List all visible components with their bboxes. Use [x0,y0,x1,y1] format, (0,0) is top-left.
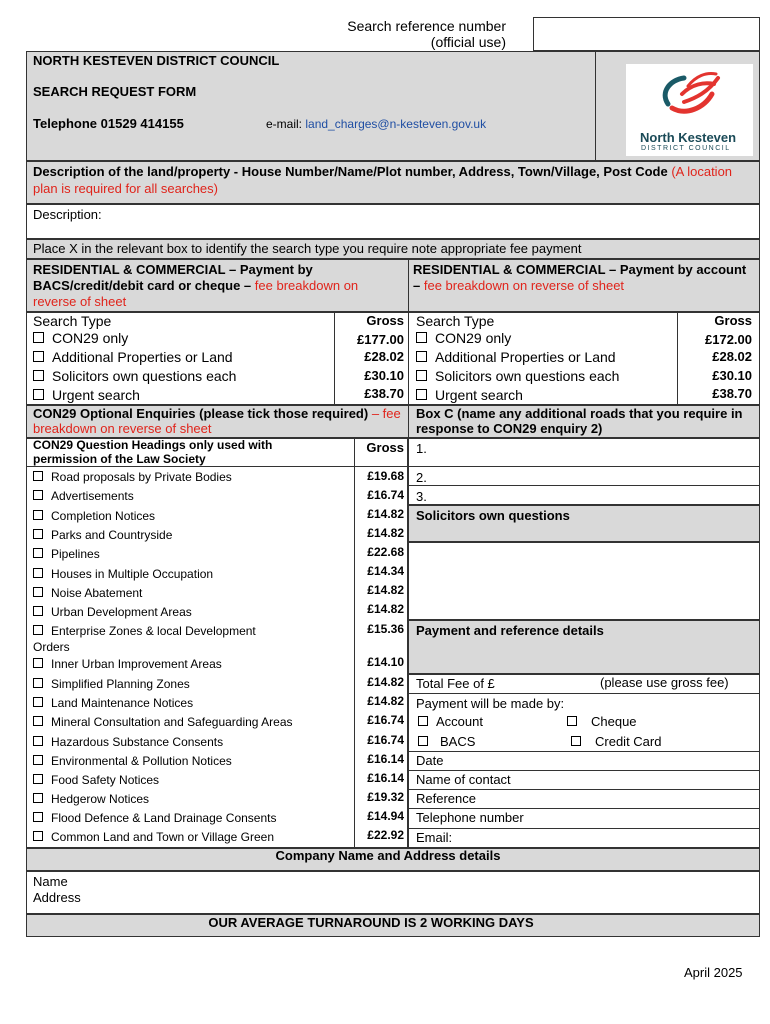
optional-item-price: £14.82 [367,583,404,597]
left-item-row[interactable] [33,330,333,347]
optional-item-row[interactable] [33,772,333,788]
optional-item-price: £14.82 [367,675,404,689]
optional-item-price: £22.92 [367,828,404,842]
option-credit-label: Credit Card [595,734,662,749]
description-heading [33,163,753,197]
checkbox[interactable] [33,831,43,841]
optional-item-price: £16.74 [367,713,404,727]
optional-item-row[interactable] [33,829,333,845]
right-panel-heading [413,262,753,294]
box-c-line-1[interactable]: 1. [416,441,427,456]
description-label: Description: [33,207,102,222]
right-item-price: £30.10 [712,368,752,383]
optional-sub-heading: CON29 Question Headings only used with permission of the Law Society [33,438,273,466]
optional-item-price: £14.94 [367,809,404,823]
optional-item-label: Land Maintenance Notices [51,696,194,710]
optional-item-label: Inner Urban Improvement Areas [51,657,222,671]
optional-item-row[interactable] [33,566,333,582]
optional-item-label: Parks and Countryside [51,528,173,542]
optional-item-row[interactable] [33,546,333,562]
right-item-price: £38.70 [712,386,752,401]
optional-item-label: Mineral Consultation and Safeguarding Areas [51,715,293,729]
email-field[interactable]: Email: [416,830,453,845]
left-col-gross: Gross [366,313,404,328]
telephone-field[interactable]: Telephone number [416,810,524,825]
payment-sep-6 [408,828,760,829]
optional-item-row[interactable] [33,676,333,692]
date-field[interactable]: Date [416,753,444,768]
payment-heading: Payment and reference details [416,623,604,638]
optional-item-row[interactable] [33,469,333,485]
solicitors-heading: Solicitors own questions [416,508,570,523]
left-item-row[interactable] [33,349,333,366]
right-item-price: £172.00 [705,332,752,347]
optional-item-label: Advertisements [51,489,134,503]
checkbox[interactable] [33,658,43,668]
optional-heading [33,406,405,436]
payment-sep-2 [408,751,760,752]
optional-item-label-cont: Orders [33,640,70,654]
optional-item-row[interactable] [33,604,333,620]
optional-item-row[interactable] [33,656,333,672]
company-heading: Company Name and Address details [275,848,501,863]
left-item-price: £38.70 [364,386,404,401]
search-types-vline-2 [334,312,335,405]
checkbox[interactable] [33,606,43,616]
council-name: NORTH KESTEVEN DISTRICT COUNCIL [33,53,280,68]
checkbox[interactable] [33,678,43,688]
left-item-price: £177.00 [357,332,404,347]
optional-row-separator [26,466,408,467]
checkbox[interactable] [33,370,44,381]
optional-item-price: £14.82 [367,602,404,616]
right-panel-heading-note: fee breakdown on reverse of sheet [423,278,625,293]
council-logo [626,64,753,156]
contact-field[interactable]: Name of contact [416,772,511,787]
optional-heading-note: – fee breakdown on reverse of sheet [33,406,401,436]
logo-swirl-icon [626,64,753,124]
description-heading-note: (A location plan is required for all searches) [33,164,733,196]
left-item-label: CON29 only [52,330,129,346]
box-c-lines [408,438,760,505]
optional-item-row[interactable] [33,585,333,601]
checkbox[interactable] [33,736,43,746]
checkbox[interactable] [418,716,428,726]
checkbox[interactable] [33,490,43,500]
optional-item-price: £14.82 [367,507,404,521]
checkbox[interactable] [416,351,427,362]
optional-heading-divider [408,405,409,438]
optional-item-price: £16.74 [367,488,404,502]
optional-item-price: £22.68 [367,545,404,559]
checkbox[interactable] [33,471,43,481]
optional-item-price: £16.14 [367,771,404,785]
header-divider [595,51,596,161]
instruction-text: Place X in the relevant box to identify the search type you require note appropriate fee payment [33,241,582,256]
checkbox[interactable] [416,389,427,400]
checkbox[interactable] [416,370,427,381]
option-account-label: Account [436,714,483,729]
option-bacs[interactable] [418,734,475,749]
optional-item-row[interactable] [33,810,333,826]
optional-item-row[interactable] [33,734,333,750]
form-title: SEARCH REQUEST FORM [33,84,197,99]
option-cheque-label: Cheque [591,714,637,729]
right-item-label: CON29 only [435,330,512,346]
optional-item-label: Simplified Planning Zones [51,677,190,691]
left-col-type: Search Type [33,313,112,329]
option-account[interactable] [418,714,483,729]
payment-sep-1 [408,693,760,694]
company-address-label: Address [33,890,81,905]
optional-item-label: Food Safety Notices [51,773,160,787]
optional-item-price: £16.74 [367,733,404,747]
right-item-row[interactable] [416,368,716,385]
option-cheque[interactable] [567,714,637,729]
checkbox[interactable] [33,716,43,726]
email-link[interactable]: land_charges@n-kesteven.gov.uk [305,117,487,131]
optional-item-label: Houses in Multiple Occupation [51,567,214,581]
description-heading-text: Description of the land/property - House Number/Name/Plot number, Address, Town/Village, Post Code [33,164,668,179]
checkbox[interactable] [416,332,427,343]
checkbox[interactable] [33,587,43,597]
search-ref-input[interactable] [533,17,760,51]
left-item-label: Additional Properties or Land [52,349,233,365]
optional-item-label: Urban Development Areas [51,605,192,619]
optional-heading-text: CON29 Optional Enquiries (please tick those required) [33,406,369,421]
optional-item-label: Common Land and Town or Village Green [51,830,275,844]
checkbox[interactable] [33,389,44,400]
box-c-heading: Box C (name any additional roads that you require in response to CON29 enquiry 2) [416,406,743,436]
right-item-label: Additional Properties or Land [435,349,616,365]
checkbox[interactable] [567,716,577,726]
total-fee-note: (please use gross fee) [600,675,729,690]
right-item-label: Solicitors own questions each [435,368,620,384]
optional-item-label: Completion Notices [51,509,156,523]
optional-item-row[interactable] [33,695,333,711]
checkbox[interactable] [33,793,43,803]
optional-item-row[interactable] [33,527,333,543]
optional-item-row[interactable] [33,508,333,524]
email-label: e-mail: [266,117,303,131]
payment-made-by: Payment will be made by: [416,696,565,711]
checkbox[interactable] [33,774,43,784]
box-c-line-sep-1 [408,466,760,467]
checkbox[interactable] [418,736,428,746]
checkbox[interactable] [571,736,581,746]
left-item-price: £28.02 [364,349,404,364]
optional-item-price: £19.32 [367,790,404,804]
logo-sub: DISTRICT COUNCIL [641,145,731,152]
optional-item-row[interactable] [33,791,333,807]
search-ref-label-line2: (official use) [430,34,506,50]
right-panel-heading-text: RESIDENTIAL & COMMERCIAL – Payment by account – [413,262,747,293]
turnaround-text: OUR AVERAGE TURNAROUND IS 2 WORKING DAYS [208,915,534,930]
optional-item-label: Environmental & Pollution Notices [51,754,232,768]
box-c-line-3[interactable]: 3. [416,489,427,504]
checkbox[interactable] [33,812,43,822]
checkbox[interactable] [33,568,43,578]
company-field[interactable] [26,871,760,914]
optional-item-label: Flood Defence & Land Drainage Consents [51,811,277,825]
right-col-gross: Gross [714,313,752,328]
checkbox[interactable] [33,529,43,539]
optional-item-price: £14.34 [367,564,404,578]
left-item-label: Solicitors own questions each [52,368,237,384]
right-item-row[interactable] [416,330,716,347]
search-ref-label [300,18,506,50]
optional-item-label: Road proposals by Private Bodies [51,470,232,484]
optional-item-price: £15.36 [367,622,404,636]
optional-item-label: Hazardous Substance Consents [51,735,224,749]
box-c-line-sep-2 [408,485,760,486]
email-line [266,117,486,131]
telephone-label: Telephone 01529 414155 [33,116,184,131]
optional-item-row[interactable] [33,488,333,504]
optional-col-gross: Gross [366,440,404,455]
optional-item-row[interactable] [33,753,333,769]
company-name-label: Name [33,874,68,889]
left-panel-heading-note: fee breakdown on reverse of sheet [33,278,359,309]
optional-item-label: Enterprise Zones & local Development [51,624,256,638]
optional-item-price: £14.10 [367,655,404,669]
optional-item-label: Noise Abatement [51,586,143,600]
checkbox[interactable] [33,697,43,707]
optional-item-row[interactable] [33,714,333,730]
option-credit-card[interactable] [571,734,661,749]
right-item-label: Urgent search [435,387,523,403]
optional-item-label: Pipelines [51,547,100,561]
optional-item-row-cont [33,639,333,655]
description-field[interactable] [26,204,760,239]
optional-item-row[interactable] [33,623,333,639]
optional-item-price: £14.82 [367,694,404,708]
box-c-line-2[interactable]: 2. [416,470,427,485]
panels-divider [408,259,409,312]
left-item-row[interactable] [33,387,333,404]
logo-name: North Kesteven [640,130,737,145]
left-item-label: Urgent search [52,387,140,403]
reference-field[interactable]: Reference [416,791,476,806]
solicitors-field[interactable] [408,542,760,620]
left-item-row[interactable] [33,368,333,385]
left-panel-heading [33,262,403,310]
checkbox[interactable] [33,351,44,362]
right-col-type: Search Type [416,313,495,329]
checkbox[interactable] [33,548,43,558]
total-fee-label[interactable]: Total Fee of £ [416,676,495,691]
optional-item-label: Hedgerow Notices [51,792,150,806]
left-item-price: £30.10 [364,368,404,383]
right-item-row[interactable] [416,387,716,404]
footer-date: April 2025 [684,965,743,980]
checkbox[interactable] [33,332,44,343]
search-types-vline-1 [408,312,409,405]
option-bacs-label: BACS [440,734,476,749]
right-item-row[interactable] [416,349,716,366]
optional-item-price: £16.14 [367,752,404,766]
checkbox[interactable] [33,755,43,765]
search-ref-label-line1: Search reference number [347,18,506,34]
right-item-price: £28.02 [712,349,752,364]
left-panel-heading-text: RESIDENTIAL & COMMERCIAL – Payment by BACS/credit/debit card or cheque – [33,262,313,293]
checkbox[interactable] [33,625,43,635]
optional-item-price: £14.82 [367,526,404,540]
checkbox[interactable] [33,510,43,520]
optional-item-price: £19.68 [367,469,404,483]
